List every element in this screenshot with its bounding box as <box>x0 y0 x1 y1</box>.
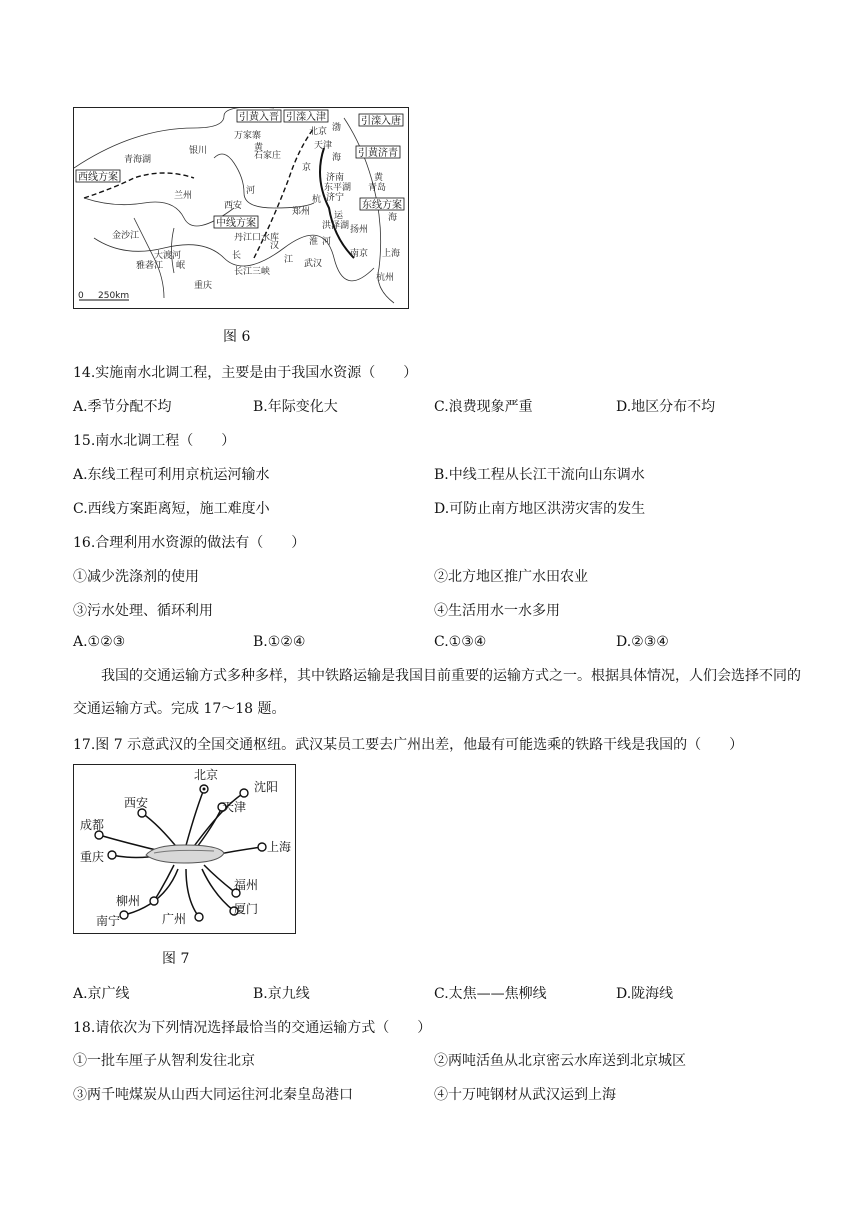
line-xian <box>142 813 179 850</box>
box-label: 西线方案 <box>78 172 118 183</box>
place-label: 金沙江 <box>112 231 140 241</box>
q16-item-4: ④生活用水一水多用 <box>434 603 560 619</box>
figure-6-caption: 图 6 <box>223 329 251 345</box>
place-label: 万家寨 <box>234 131 262 141</box>
figure-7-hub-diagram <box>73 764 296 934</box>
node-guangzhou <box>195 913 203 921</box>
q17-option-a[interactable]: A.京广线 <box>73 986 130 1002</box>
q15-stem: 15.南水北调工程（ ） <box>73 433 236 449</box>
place-label: 雅砻江 <box>136 261 164 271</box>
q14-option-a[interactable]: A.季节分配不均 <box>73 399 172 415</box>
place-label: 江 <box>284 255 294 265</box>
place-label: 银川 <box>189 146 208 156</box>
place-label: 兰州 <box>174 191 193 201</box>
q18-item-4: ④十万吨钢材从武汉运到上海 <box>434 1087 616 1103</box>
place-label: 武汉 <box>304 259 323 269</box>
place-label: 洪泽湖 <box>322 221 350 231</box>
box-label: 东线方案 <box>362 200 402 211</box>
place-label: 大渡河 <box>154 251 182 261</box>
city-label-chongqing: 重庆 <box>80 850 105 864</box>
line-guangzhou <box>186 869 199 917</box>
q18-item-2: ②两吨活鱼从北京密云水库送到北京城区 <box>434 1053 686 1069</box>
place-label: 济宁 <box>326 193 345 203</box>
node-nanning <box>120 911 128 919</box>
node-xian <box>138 809 146 817</box>
city-label-liuzhou: 柳州 <box>116 894 141 908</box>
city-label-tianjin: 天津 <box>222 800 247 814</box>
node-chengdu <box>95 831 103 839</box>
q15-option-c[interactable]: C.西线方案距离短，施工难度小 <box>73 501 270 517</box>
place-label: 渤 <box>332 123 342 133</box>
city-label-xiamen: 厦门 <box>234 902 259 916</box>
yellow-river-line <box>214 154 314 208</box>
figure-7-caption: 图 7 <box>162 951 190 967</box>
q17-option-b[interactable]: B.京九线 <box>253 986 310 1002</box>
q16-option-c[interactable]: C.①③④ <box>434 634 487 650</box>
place-label: 石家庄 <box>254 151 282 161</box>
city-label-guangzhou: 广州 <box>162 912 187 926</box>
line-xiamen <box>202 869 234 911</box>
place-label: 长 <box>232 251 242 261</box>
place-label: 京 <box>302 163 312 173</box>
q17-stem: 17.图 7 示意武汉的全国交通枢纽。武汉某员工要去广州出差，他最有可能选乘的铁路干线是我国的（ ） <box>73 737 744 753</box>
place-label: 青海湖 <box>124 155 152 165</box>
place-label: 上海 <box>382 249 401 259</box>
node-shanghai <box>258 843 266 851</box>
box-label: 中线方案 <box>216 218 256 229</box>
city-label-nanning: 南宁 <box>96 914 121 928</box>
box-label: 引滦入唐 <box>361 116 401 127</box>
place-label: 北京 <box>309 127 328 137</box>
scale-label: 250km <box>98 291 130 301</box>
place-label: 岷 <box>176 261 186 271</box>
place-label: 扬州 <box>350 225 369 235</box>
line-beijing <box>184 789 204 853</box>
box-label: 引黄济青 <box>358 148 398 159</box>
place-label: 天津 <box>314 141 333 151</box>
q14-option-b[interactable]: B.年际变化大 <box>253 399 338 415</box>
q17-option-c[interactable]: C.太焦——焦柳线 <box>434 986 547 1002</box>
place-label: 海 <box>332 153 342 163</box>
node-chongqing <box>108 851 116 859</box>
city-label-beijing: 北京 <box>194 768 219 782</box>
node-liuzhou <box>150 897 158 905</box>
place-label: 河 <box>322 237 332 247</box>
q14-option-c[interactable]: C.浪费现象严重 <box>434 399 533 415</box>
q15-option-b[interactable]: B.中线工程从长江干流向山东调水 <box>434 467 645 483</box>
q16-option-d[interactable]: D.②③④ <box>616 634 669 650</box>
place-label: 西安 <box>224 201 243 211</box>
q16-item-3: ③污水处理、循环利用 <box>73 603 213 619</box>
place-label: 郑州 <box>292 207 311 217</box>
scale-zero: 0 <box>78 291 84 301</box>
node-beijing-capital-dot <box>203 788 206 791</box>
q16-item-1: ①减少洗涤剂的使用 <box>73 569 199 585</box>
place-label: 青岛 <box>368 183 387 193</box>
place-label: 黄 <box>374 173 384 183</box>
place-label: 杭州 <box>376 273 395 283</box>
place-label: 济南 <box>326 173 345 183</box>
q14-stem: 14.实施南水北调工程，主要是由于我国水资源（ ） <box>73 365 418 381</box>
figure-6-map <box>73 107 409 309</box>
transport-hub-svg <box>74 765 295 933</box>
q16-item-2: ②北方地区推广水田农业 <box>434 569 588 585</box>
node-shenyang <box>240 789 248 797</box>
q18-stem: 18.请依次为下列情况选择最恰当的交通运输方式（ ） <box>73 1020 432 1036</box>
place-label: 长江三峡 <box>234 267 271 277</box>
city-label-fuzhou: 福州 <box>234 878 259 892</box>
q16-stem: 16.合理利用水资源的做法有（ ） <box>73 535 306 551</box>
water-diversion-map <box>74 108 408 308</box>
q14-option-d[interactable]: D.地区分布不均 <box>616 399 716 415</box>
place-label: 黄 <box>254 143 264 153</box>
q17-option-d[interactable]: D.陇海线 <box>616 986 674 1002</box>
city-label-shanghai: 上海 <box>267 840 292 854</box>
place-label: 运 <box>334 211 344 221</box>
q18-item-1: ①一批车厘子从智利发往北京 <box>73 1053 255 1069</box>
q16-option-a[interactable]: A.①②③ <box>73 634 126 650</box>
place-label: 淮 <box>309 237 319 247</box>
q15-option-a[interactable]: A.东线工程可利用京杭运河输水 <box>73 467 270 483</box>
box-label: 引黄入晋 <box>239 112 279 123</box>
river-line <box>84 198 234 226</box>
place-label: 丹江口水库 <box>234 233 280 243</box>
place-label: 海 <box>388 213 398 223</box>
place-label: 河 <box>246 186 256 196</box>
place-label: 东平湖 <box>324 183 352 193</box>
city-label-shenyang: 沈阳 <box>254 780 279 794</box>
city-label-chengdu: 成都 <box>80 818 105 832</box>
place-label: 汉 <box>270 241 280 251</box>
intro-paragraph: 我国的交通运输方式多种多样，其中铁路运输是我国目前重要的运输方式之一。根据具体情况，人们会选择不同的交通运输方式。完成 17～18 题。 <box>73 668 801 717</box>
q16-option-b[interactable]: B.①②④ <box>253 634 306 650</box>
place-label: 南京 <box>350 249 369 259</box>
train-icon <box>146 845 224 863</box>
city-label-xian: 西安 <box>124 796 149 810</box>
line-nanning <box>124 869 178 915</box>
place-label: 杭 <box>312 195 322 205</box>
q18-item-3: ③两千吨煤炭从山西大同运往河北秦皇岛港口 <box>73 1087 353 1103</box>
line-fuzhou <box>204 865 236 893</box>
q15-option-d[interactable]: D.可防止南方地区洪涝灾害的发生 <box>434 501 646 517</box>
place-label: 重庆 <box>194 281 213 291</box>
box-label: 引滦入津 <box>286 112 326 123</box>
